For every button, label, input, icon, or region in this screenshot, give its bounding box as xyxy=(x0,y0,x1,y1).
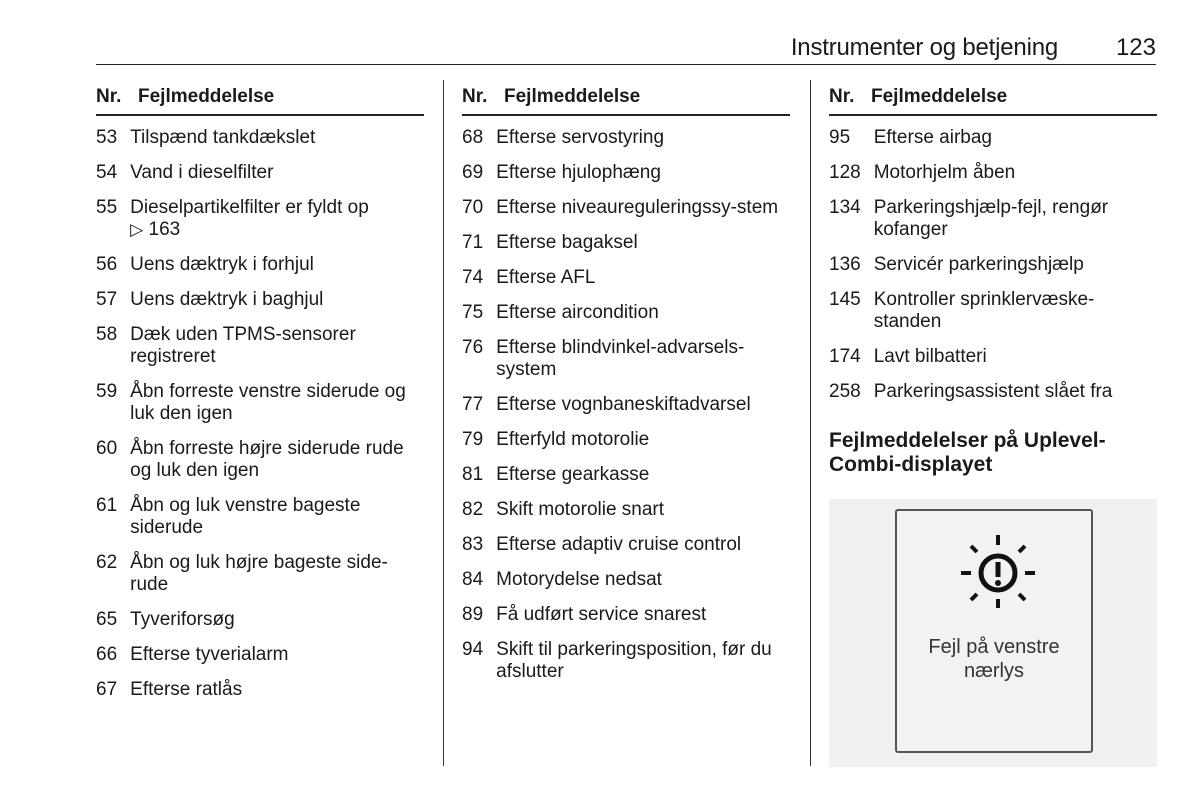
message-text: Kontroller sprinklervæske-standen xyxy=(873,289,1095,332)
message-number: 65 xyxy=(96,609,118,630)
message-number: 71 xyxy=(462,232,484,253)
message-text: Skift til parkeringsposition, før du afslutter xyxy=(496,639,772,682)
message-number: 74 xyxy=(462,267,484,288)
message-text: Åbn forreste højre siderude rude og luk den igen xyxy=(130,438,404,481)
message-number: 79 xyxy=(462,429,484,450)
page-reference-arrow-icon: ▷ xyxy=(130,220,144,239)
message-text: Efterse servostyring xyxy=(496,127,665,148)
message-text: Dieselpartikelfilter er fyldt op xyxy=(130,197,369,218)
message-text: Servicér parkeringshjælp xyxy=(873,254,1084,275)
table-row xyxy=(462,194,790,229)
table-row xyxy=(462,496,790,531)
table-row xyxy=(96,194,424,251)
header-message: Fejlmeddelelse xyxy=(138,86,275,107)
message-text: Efterse blindvinkel-advarsels-system xyxy=(496,337,745,380)
message-number: 67 xyxy=(96,679,118,700)
table-row xyxy=(462,299,790,334)
message-number: 58 xyxy=(96,324,118,345)
table-row xyxy=(96,435,424,492)
message-text: Parkeringsassistent slået fra xyxy=(873,381,1113,402)
table-row xyxy=(462,264,790,299)
message-text: Efterse hjulophæng xyxy=(496,162,661,183)
message-number: 61 xyxy=(96,495,118,516)
message-number: 53 xyxy=(96,127,118,148)
table-row xyxy=(462,461,790,496)
header-title: Instrumenter og betjening xyxy=(790,34,1058,61)
header-message: Fejlmeddelelse xyxy=(504,86,641,107)
message-number: 59 xyxy=(96,381,118,402)
section-title: Fejlmeddelelser på Uplevel-Combi-displayet xyxy=(829,429,1106,476)
message-number: 81 xyxy=(462,464,484,485)
header-nr: Nr. xyxy=(462,86,488,107)
display-message xyxy=(897,635,1091,683)
table-header xyxy=(462,86,790,116)
message-text: Få udført service snarest xyxy=(496,604,707,625)
message-number: 57 xyxy=(96,289,118,310)
message-text: Uens dæktryk i forhjul xyxy=(130,254,314,275)
message-text: Motorhjelm åben xyxy=(873,162,1016,183)
message-number: 258 xyxy=(829,381,861,402)
message-text: Efterse AFL xyxy=(496,267,596,288)
message-text: Skift motorolie snart xyxy=(496,499,665,520)
message-number: 145 xyxy=(829,289,861,310)
message-table xyxy=(96,124,424,711)
message-number: 84 xyxy=(462,569,484,590)
message-number: 134 xyxy=(829,197,861,218)
message-number: 54 xyxy=(96,162,118,183)
message-table xyxy=(462,124,790,693)
message-number: 60 xyxy=(96,438,118,459)
column-divider xyxy=(810,80,811,766)
table-row xyxy=(462,391,790,426)
message-text: Efterse vognbaneskiftadvarsel xyxy=(496,394,751,415)
table-row xyxy=(462,229,790,264)
page-header xyxy=(96,32,1156,65)
message-number: 55 xyxy=(96,197,118,218)
table-row xyxy=(462,566,790,601)
display-message-line: Fejl på venstre xyxy=(928,636,1060,658)
header-nr: Nr. xyxy=(96,86,122,107)
message-text: Åbn og luk højre bageste side-rude xyxy=(130,552,388,595)
table-row xyxy=(462,531,790,566)
table-header xyxy=(96,86,424,116)
message-number: 62 xyxy=(96,552,118,573)
table-row xyxy=(462,636,790,693)
page-reference[interactable]: 163 xyxy=(148,219,181,240)
message-column-1 xyxy=(96,86,424,711)
table-row xyxy=(829,343,1157,378)
message-text: Efterse adaptiv cruise control xyxy=(496,534,742,555)
header-nr: Nr. xyxy=(829,86,855,107)
message-text: Dæk uden TPMS-sensorer registreret xyxy=(130,324,356,367)
table-row xyxy=(462,159,790,194)
display-illustration xyxy=(829,499,1157,767)
message-text: Parkeringshjælp-fejl, rengør kofanger xyxy=(873,197,1109,240)
message-cell xyxy=(130,194,424,251)
message-text: Uens dæktryk i baghjul xyxy=(130,289,324,310)
table-row xyxy=(96,492,424,549)
message-number: 89 xyxy=(462,604,484,625)
message-number: 76 xyxy=(462,337,484,358)
table-row xyxy=(96,641,424,676)
table-row xyxy=(96,378,424,435)
table-row xyxy=(462,124,790,159)
message-column-2 xyxy=(462,86,790,693)
message-text: Efterse tyverialarm xyxy=(130,644,289,665)
table-header xyxy=(829,86,1157,116)
message-number: 128 xyxy=(829,162,861,183)
page-number: 123 xyxy=(1115,34,1156,61)
table-row xyxy=(96,124,424,159)
message-text: Åbn forreste venstre siderude og luk den igen xyxy=(130,381,406,424)
column-divider xyxy=(443,80,444,766)
table-row xyxy=(96,286,424,321)
message-text: Efterse niveaureguleringssy-stem xyxy=(496,197,779,218)
header-message: Fejlmeddelelse xyxy=(871,86,1008,107)
table-row xyxy=(96,159,424,194)
message-text: Efterse aircondition xyxy=(496,302,659,323)
table-row xyxy=(96,676,424,711)
message-text: Åbn og luk venstre bageste siderude xyxy=(130,495,361,538)
exterior-light-warning-icon xyxy=(959,531,1037,609)
message-number: 174 xyxy=(829,346,861,367)
message-text: Lavt bilbatteri xyxy=(873,346,987,367)
table-row xyxy=(96,549,424,606)
message-text: Efterse bagaksel xyxy=(496,232,638,253)
table-row xyxy=(829,378,1157,413)
message-text: Efterse ratlås xyxy=(130,679,243,700)
table-row xyxy=(462,334,790,391)
message-number: 136 xyxy=(829,254,861,275)
message-number: 69 xyxy=(462,162,484,183)
message-text: Tyveriforsøg xyxy=(130,609,235,630)
table-row xyxy=(96,321,424,378)
table-row xyxy=(829,124,1157,159)
message-number: 77 xyxy=(462,394,484,415)
message-table xyxy=(829,124,1157,413)
display-message-line: nærlys xyxy=(963,660,1024,682)
message-number: 66 xyxy=(96,644,118,665)
table-row xyxy=(829,159,1157,194)
message-number: 56 xyxy=(96,254,118,275)
table-row xyxy=(462,426,790,461)
message-text: Efterse airbag xyxy=(873,127,992,148)
combi-display xyxy=(895,509,1093,753)
message-text: Motorydelse nedsat xyxy=(496,569,662,590)
message-text: Efterfyld motorolie xyxy=(496,429,650,450)
table-row xyxy=(829,251,1157,286)
message-number: 75 xyxy=(462,302,484,323)
message-number: 68 xyxy=(462,127,484,148)
message-number: 94 xyxy=(462,639,484,660)
table-row xyxy=(829,286,1157,343)
message-text: Tilspænd tankdækslet xyxy=(130,127,316,148)
message-number: 70 xyxy=(462,197,484,218)
table-row xyxy=(829,194,1157,251)
message-text: Efterse gearkasse xyxy=(496,464,650,485)
message-column-3 xyxy=(829,86,1157,767)
message-number: 95 xyxy=(829,127,851,148)
message-number: 83 xyxy=(462,534,484,555)
table-row xyxy=(96,606,424,641)
message-number: 82 xyxy=(462,499,484,520)
table-row xyxy=(462,601,790,636)
table-row xyxy=(96,251,424,286)
message-text: Vand i dieselfilter xyxy=(130,162,274,183)
